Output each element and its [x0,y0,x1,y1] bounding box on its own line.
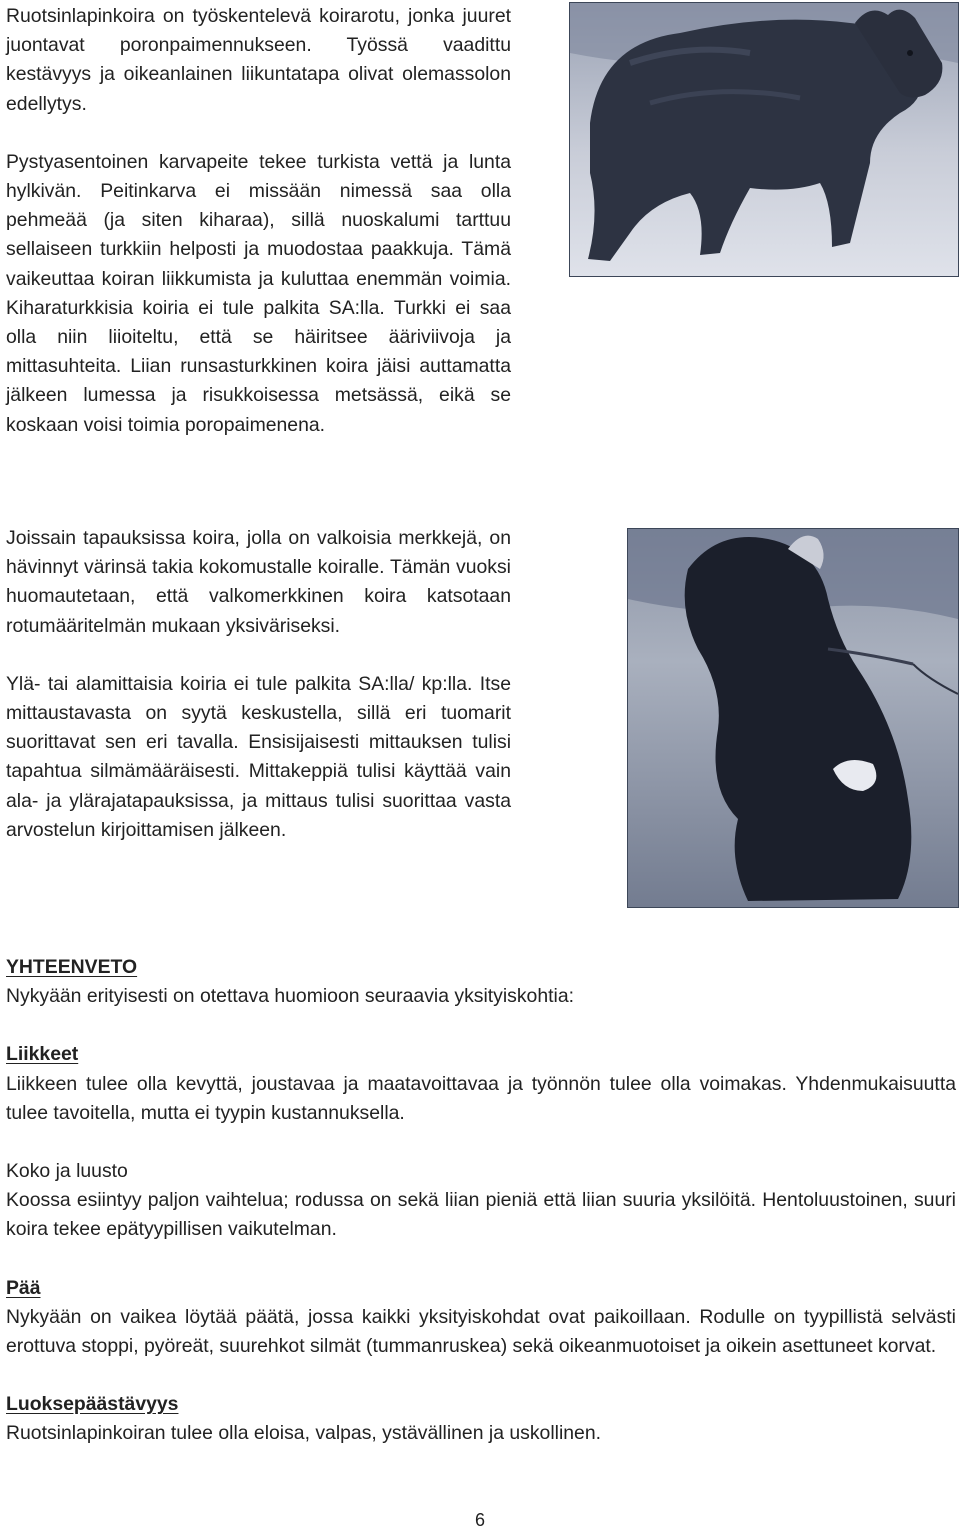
paragraph-origin: Ruotsinlapinkoira on työskentelevä koirarotu, jonka juuret juontavat poronpaimennukseen. Työssä vaadittu kestävyys ja oikeanlainen liikuntatapa olivat olemassolon edellytys. [6,5,511,115]
item-text-head: Nykyään on vaikea löytää päätä, jossa kaikki yksityiskohdat ovat paikoillaan. Rodulle on tyypillistä selvästi erottuva stoppi, pyöreät, suurehkot silmät (tummanruskea) sekä oikeanmuotoiset ja oikein asettuneet korvat. [6,1305,956,1358]
item-title-movement: Liikkeet [6,1043,79,1066]
paragraph-measuring: Ylä- tai alamittaisia koiria ei tule palkita SA:lla/ kp:lla. Itse mittaustavasta on syytä keskustella, sillä eri tuomarit suorittavat sen eri tavalla. Ensisijaisesti mittauksen tulisi tapahtua silmämääräisesti. Mittakeppiä tulisi käyttää vain ala- ja ylärajatapauksissa, ja mittaus tulisi suorittaa vasta arvostelun kirjoittamisen jälkeen. [6,672,511,841]
item-title-head: Pää [6,1276,41,1299]
item-title-size: Koko ja luusto [6,1160,128,1183]
summary-intro: Nykyään erityisesti on otettava huomioon seuraavia yksityiskohtia: [6,985,574,1008]
dog-sitting-photo [627,528,959,908]
intro-text-block [6,2,511,440]
paragraph-coat: Pystyasentoinen karvapeite tekee turkista vettä ja lunta hylkivän. Peitinkarva ei missään nimessä saa olla pehmeää (ja siten kiharaa), sillä nuoskalumi tarttuu sellaiseen turkkiin helposti ja muodostaa paakkuja. Tämä vaikeuttaa koiran liikkumista ja kuluttaa enemmän voimia. Kiharaturkkisia koiria ei tule palkita SA:lla. Turkki ei saa olla niin liioiteltu, että se häiritsee ääriviivoja ja mittasuhteita. Liian runsasturkkinen koira jäisi auttamatta jälkeen lumessa ja risukkoisessa metsässä, eikä se koskaan voisi toimia poropaimenena. [6,150,511,436]
item-title-temperament: Luoksepäästävyys [6,1393,179,1416]
page-number: 6 [474,1510,485,1530]
summary-heading: YHTEENVETO [6,956,138,978]
summary-block [6,953,956,1449]
markings-text-block [6,524,511,845]
dog-standing-photo [569,2,959,277]
paragraph-markings: Joissain tapauksissa koira, jolla on valkoisia merkkejä, on hävinnyt värinsä takia kokomustalle koiralle. Tämän vuoksi huomautetaan, että valkomerkkinen koira katsotaan rotumääritelmän mukaan yksiväriseksi. [6,527,511,637]
item-text-temperament: Ruotsinlapinkoiran tulee olla eloisa, valpas, ystävällinen ja uskollinen. [6,1422,601,1445]
item-text-movement: Liikkeen tulee olla kevyttä, joustavaa ja maatavoittavaa ja työnnön tulee olla voimakas. Yhdenmukaisuutta tulee tavoitella, mutta ei tyypin kustannuksella. [6,1072,956,1124]
item-text-size: Koossa esiintyy paljon vaihtelua; rodussa on sekä liian pieniä että liian suuria yksilöitä. Hentoluustoinen, suuri koira tekee epätyypillisen vaikutelman. [6,1189,956,1241]
